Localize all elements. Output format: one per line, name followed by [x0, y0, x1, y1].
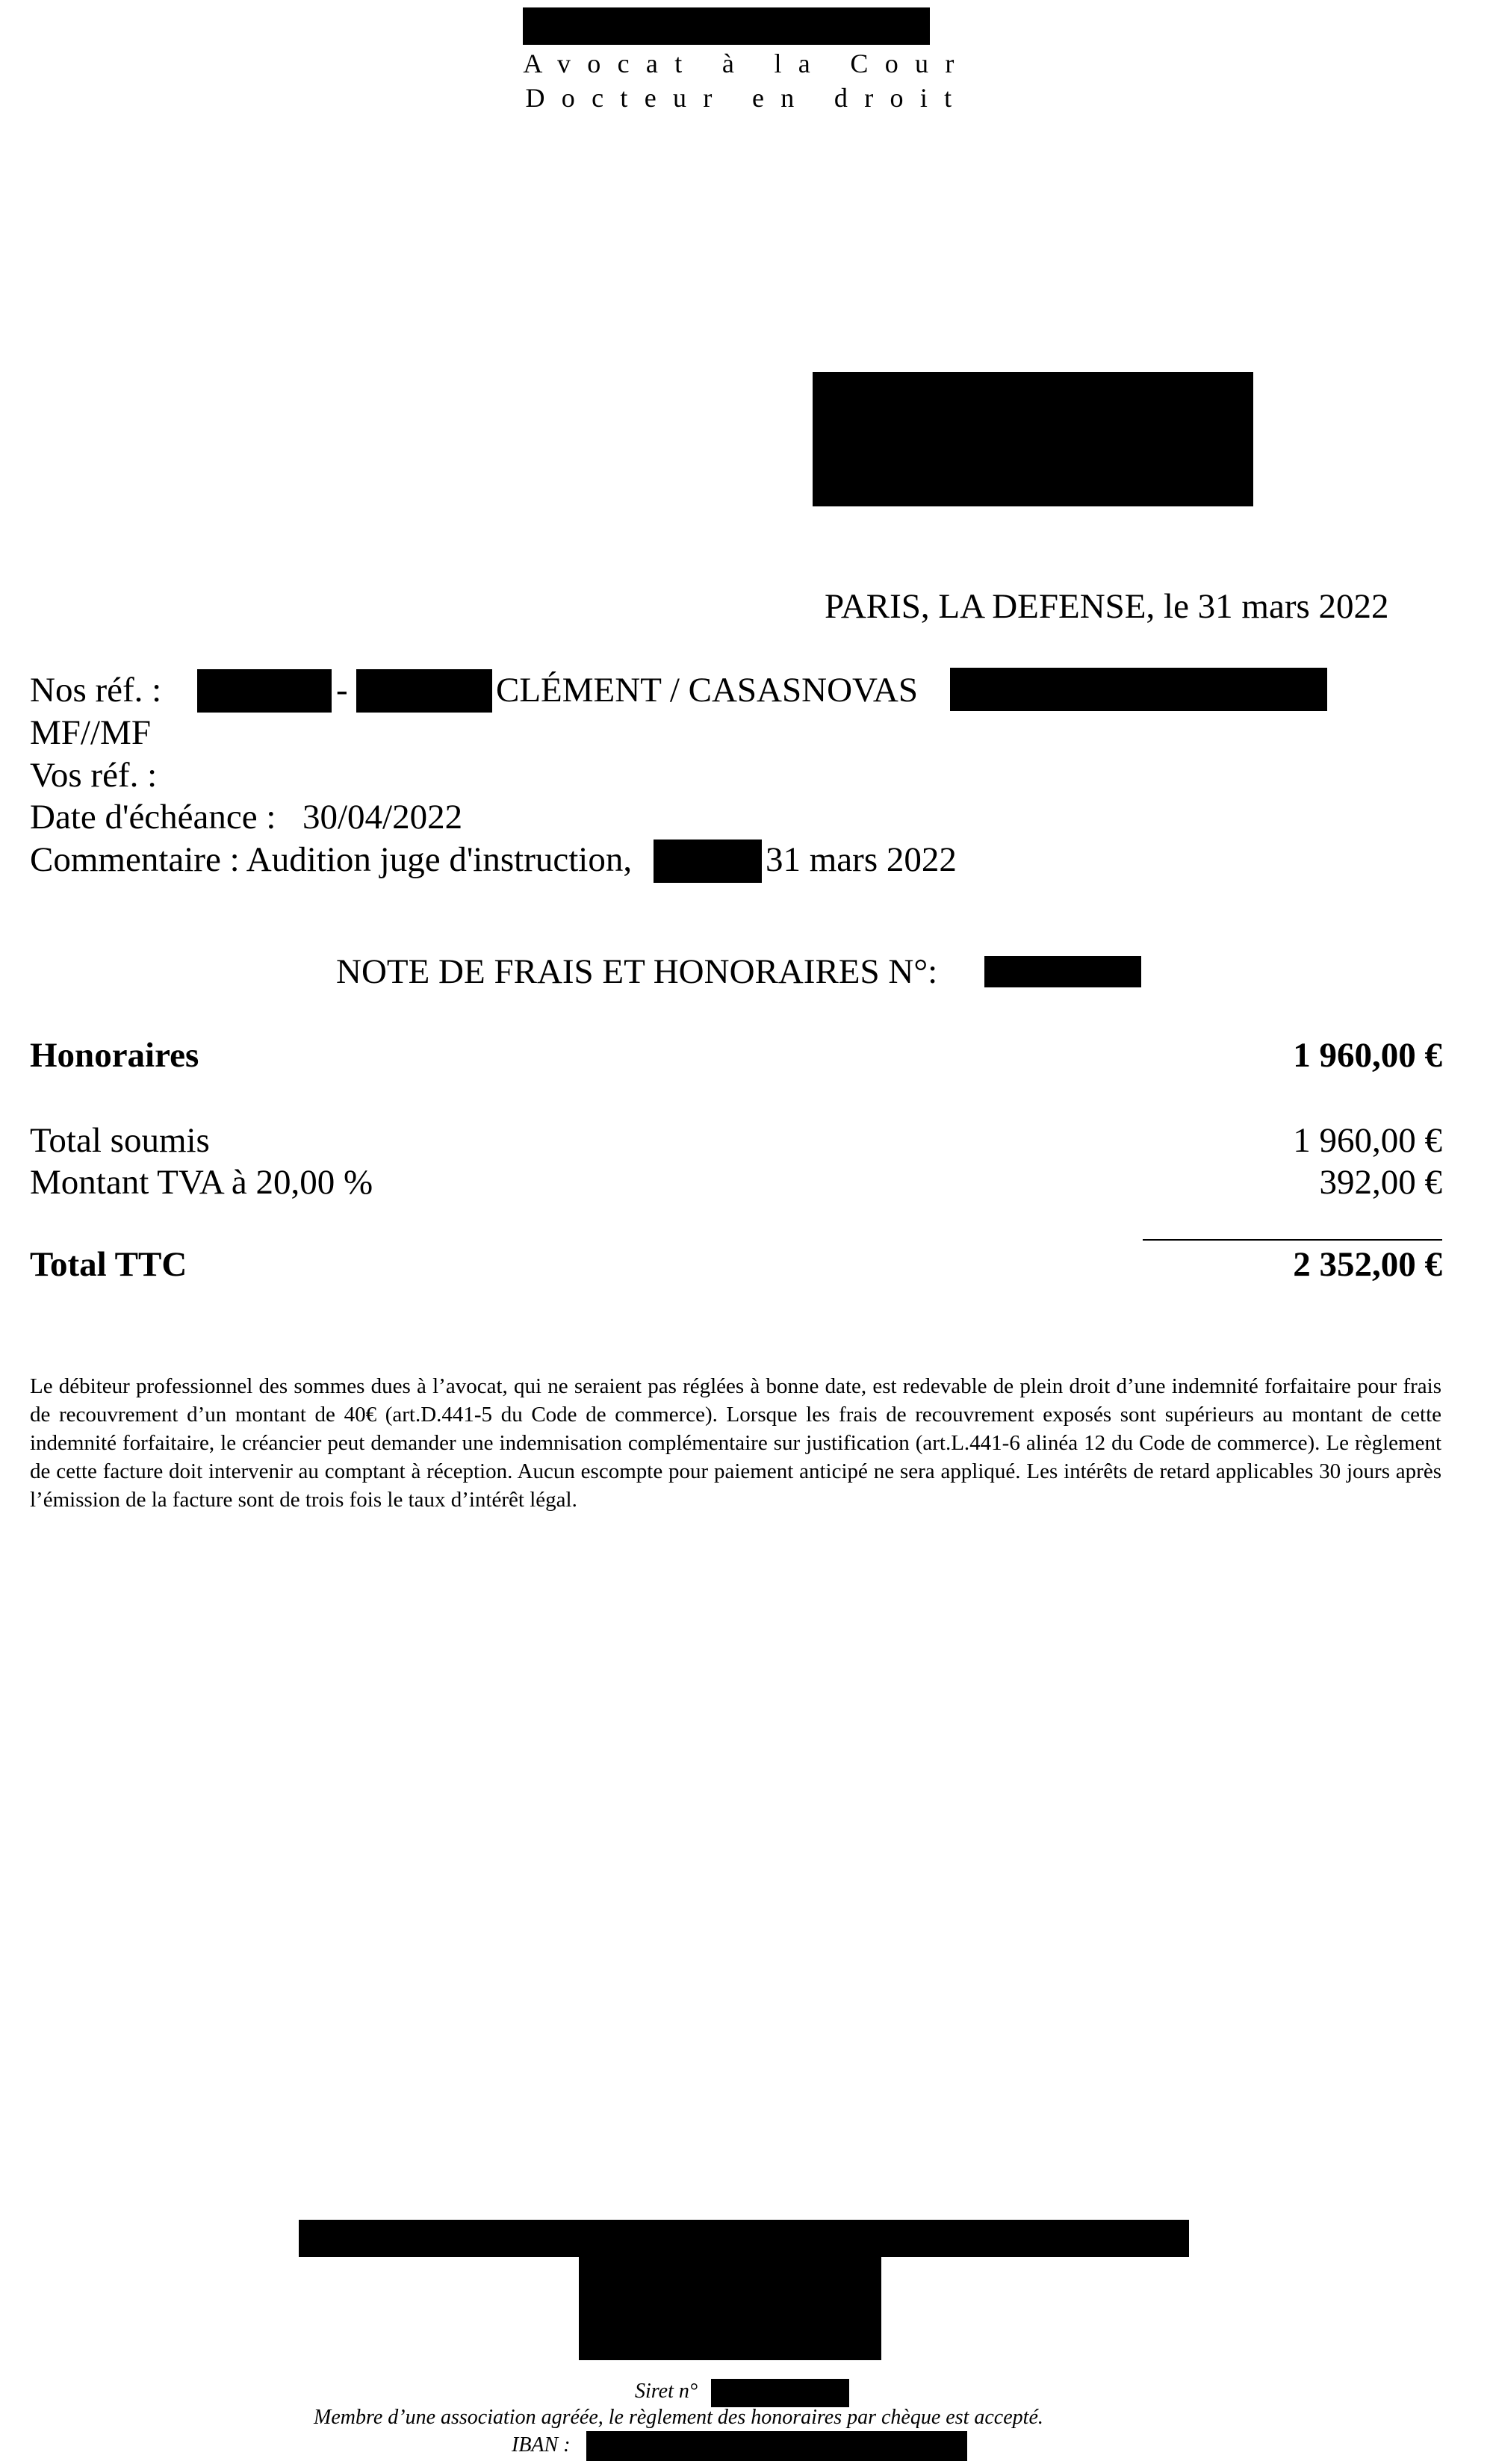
total-divider: [1143, 1239, 1442, 1241]
header-title-line1: Avocat à la Cour: [523, 49, 971, 78]
total-ttc-value: 2 352,00 €: [1293, 1245, 1442, 1284]
honoraires-label: Honoraires: [30, 1036, 199, 1075]
total-soumis-value: 1 960,00 €: [1293, 1121, 1442, 1160]
comment-date: 31 mars 2022: [766, 840, 957, 879]
redacted-firm-name: [299, 2220, 1189, 2257]
vos-ref-label: Vos réf. :: [30, 756, 158, 795]
redacted-firm-address: [579, 2257, 881, 2360]
total-ttc-label: Total TTC: [30, 1245, 187, 1284]
total-soumis-label: Total soumis: [30, 1121, 210, 1160]
legal-notice: Le débiteur professionnel des sommes dues à l’avocat, qui ne seraient pas réglées à bonne date, est redevable de plein droit d’une indemnité forfaitaire pour frais de recouvrement d’un montant de 40€ (art.D.441-5 du Code de commerce). Lorsque les frais de recouvrement exposés sont supérieurs au montant de cette indemnité forfaitaire, le créancier peut demander une indemnisation complémentaire sur justification (art.L.441-6 alinéa 12 du Code de commerce). Le règlement de cette facture doit intervenir au comptant à réception. Aucun escompte pour paiement anticipé ne sera appliqué. Les intérêts de retard applicables 30 jours après l’émission de la facture sont de trois fois le taux d’intérêt légal.: [30, 1374, 1441, 1512]
association-text: Membre d’une association agréée, le règlement des honoraires par chèque est accepté.: [314, 2406, 1043, 2429]
nos-ref-label: Nos réf. :: [30, 671, 162, 710]
initials: MF//MF: [30, 713, 151, 752]
due-date-label: Date d'échéance :: [30, 798, 276, 837]
place-date: PARIS, LA DEFENSE, le 31 mars 2022: [825, 587, 1389, 626]
nos-ref-separator: -: [336, 671, 348, 710]
redacted-note-number: [984, 956, 1141, 987]
redacted-ref-part3: [950, 668, 1327, 711]
redacted-siret-number: [711, 2379, 849, 2407]
redacted-comment-part: [654, 840, 762, 883]
comment-label: Commentaire : Audition juge d'instruction,: [30, 840, 633, 879]
note-title: NOTE DE FRAIS ET HONORAIRES N°:: [336, 952, 938, 991]
nos-ref-case: CLÉMENT / CASASNOVAS: [496, 671, 918, 710]
honoraires-value: 1 960,00 €: [1293, 1036, 1442, 1075]
redacted-lawyer-name: [523, 7, 930, 45]
redacted-iban: [586, 2431, 967, 2461]
redacted-recipient-address: [813, 372, 1253, 506]
iban-label: IBAN :: [512, 2433, 571, 2457]
redacted-ref-part2: [356, 669, 492, 713]
due-date: 30/04/2022: [302, 798, 463, 837]
redacted-ref-part1: [197, 669, 332, 713]
tva-value: 392,00 €: [1319, 1163, 1442, 1202]
tva-label: Montant TVA à 20,00 %: [30, 1163, 373, 1202]
header-title-line2: Docteur en droit: [525, 83, 969, 113]
siret-label: Siret n°: [635, 2380, 698, 2403]
